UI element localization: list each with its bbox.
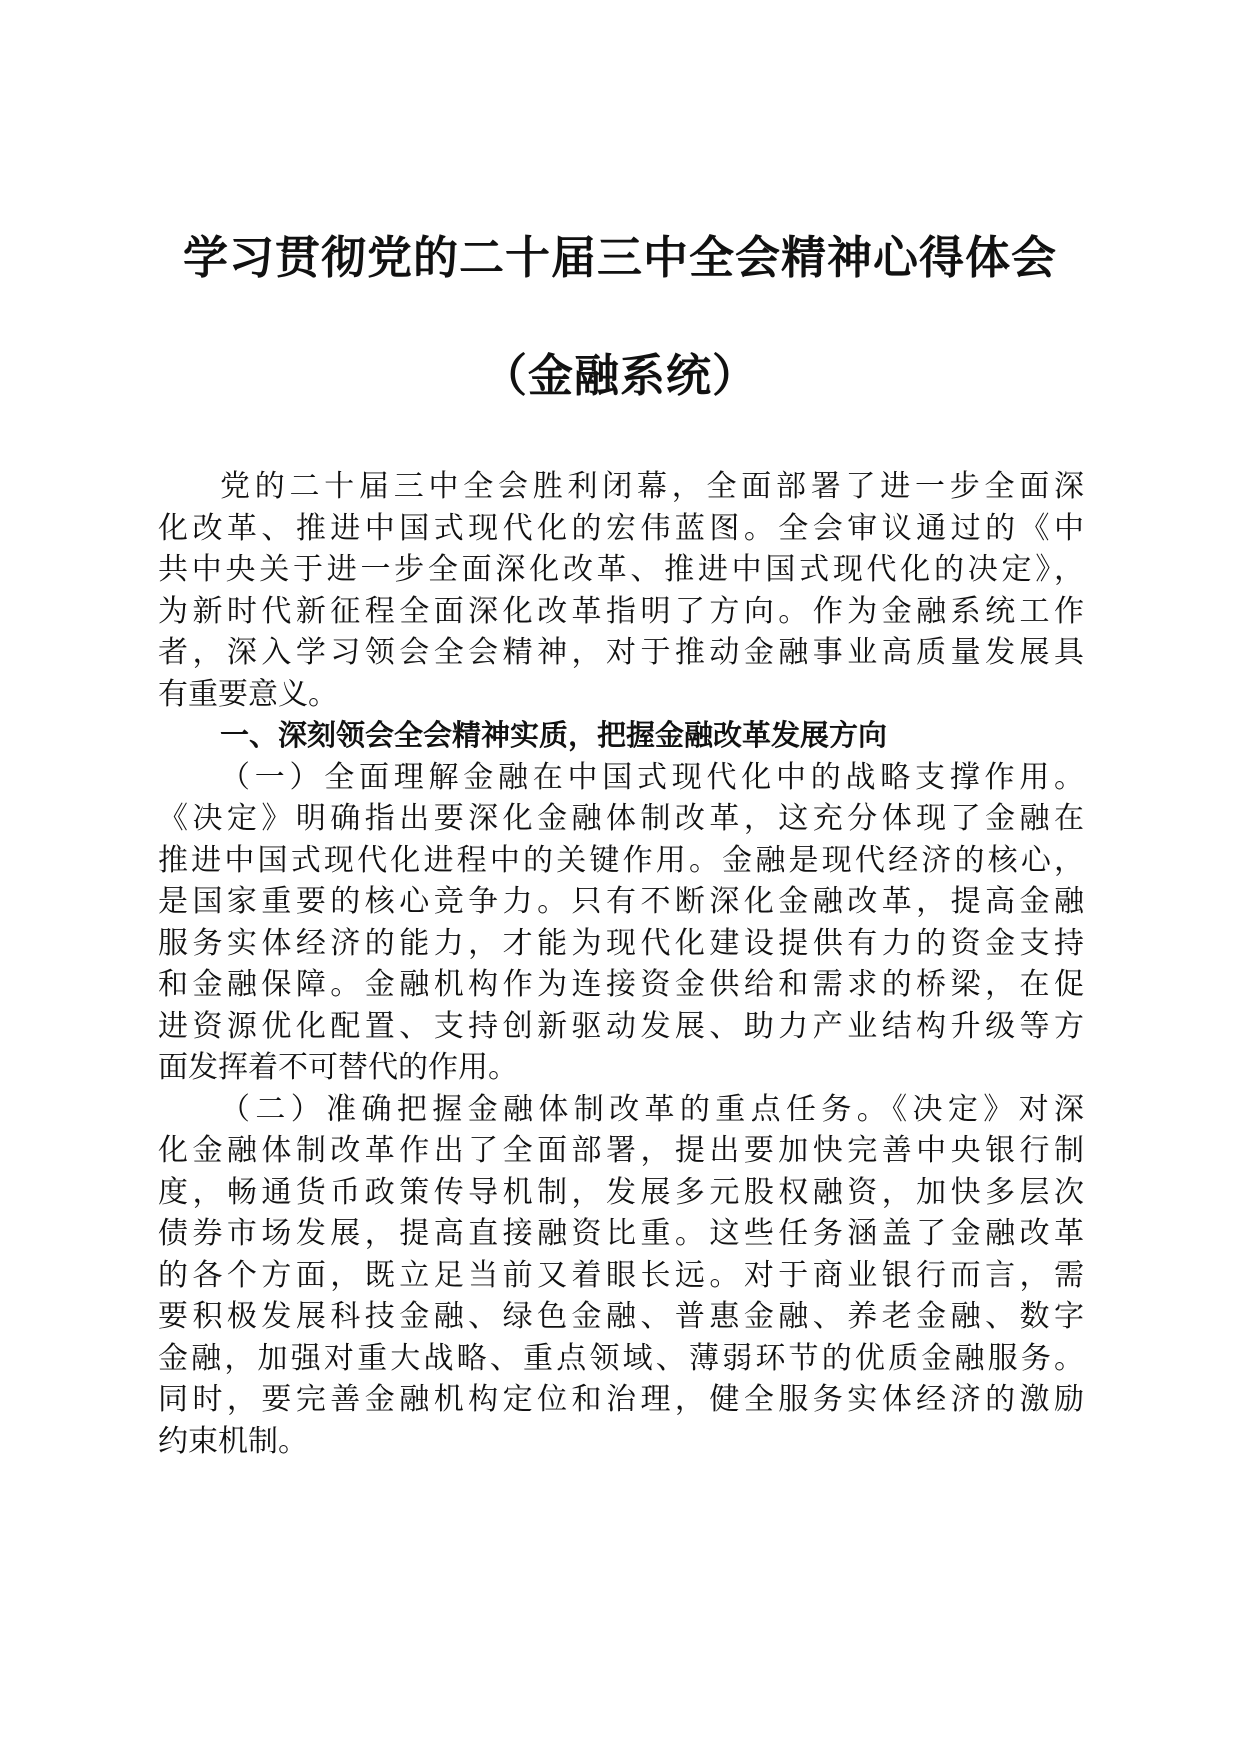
para2-line: 要积极发展科技金融、绿色金融、普惠金融、养老金融、数字	[158, 1299, 1084, 1334]
intro-line: 有重要意义。	[158, 676, 338, 712]
intro-line: 共中央关于进一步全面深化改革、推进中国式现代化的决定》，	[158, 552, 1084, 587]
para1-line: （一）全面理解金融在中国式现代化中的战略支撑作用。	[220, 759, 1084, 795]
para2-line: （二）准确把握金融体制改革的重点任务。《决定》对深	[220, 1091, 1084, 1127]
para1-line: 服务实体经济的能力，才能为现代化建设提供有力的资金支持	[158, 925, 1084, 961]
para2-line: 债券市场发展，提高直接融资比重。这些任务涵盖了金融改革	[158, 1216, 1084, 1251]
document-body	[158, 466, 1084, 1462]
para1-line: 进资源优化配置、支持创新驱动发展、助力产业结构升级等方	[158, 1008, 1084, 1044]
para2-line: 约束机制。	[158, 1423, 308, 1459]
para2-line: 度，畅通货币政策传导机制，发展多元股权融资，加快多层次	[158, 1174, 1084, 1210]
para1-line: 推进中国式现代化进程中的关键作用。金融是现代经济的核心，	[158, 842, 1084, 878]
document-title: 学习贯彻党的二十届三中全会精神心得体会	[182, 231, 1057, 284]
para1-line: 面发挥着不可替代的作用。	[158, 1050, 518, 1085]
intro-line: 者，深入学习领会全会精神，对于推动金融事业高质量发展具	[158, 635, 1084, 670]
section-heading: 一、深刻领会全会精神实质，把握金融改革发展方向	[220, 718, 888, 752]
document-subtitle: （金融系统）	[481, 349, 758, 402]
para2-line: 化金融体制改革作出了全面部署，提出要加快完善中央银行制	[158, 1133, 1084, 1168]
para2-line: 的各个方面，既立足当前又着眼长远。对于商业银行而言，需	[158, 1257, 1084, 1293]
para1-line: 和金融保障。金融机构作为连接资金供给和需求的桥梁，在促	[158, 967, 1084, 1002]
intro-line: 化改革、推进中国式现代化的宏伟蓝图。全会审议通过的《中	[158, 510, 1084, 546]
intro-line: 党的二十届三中全会胜利闭幕，全面部署了进一步全面深	[220, 469, 1084, 504]
intro-line: 为新时代新征程全面深化改革指明了方向。作为金融系统工作	[158, 593, 1084, 629]
para1-line: 是国家重要的核心竞争力。只有不断深化金融改革，提高金融	[158, 884, 1084, 919]
para1-line: 《决定》明确指出要深化金融体制改革，这充分体现了金融在	[158, 801, 1084, 836]
para2-line: 金融，加强对重大战略、重点领域、薄弱环节的优质金融服务。	[158, 1340, 1084, 1376]
para2-line: 同时，要完善金融机构定位和治理，健全服务实体经济的激励	[158, 1382, 1084, 1417]
